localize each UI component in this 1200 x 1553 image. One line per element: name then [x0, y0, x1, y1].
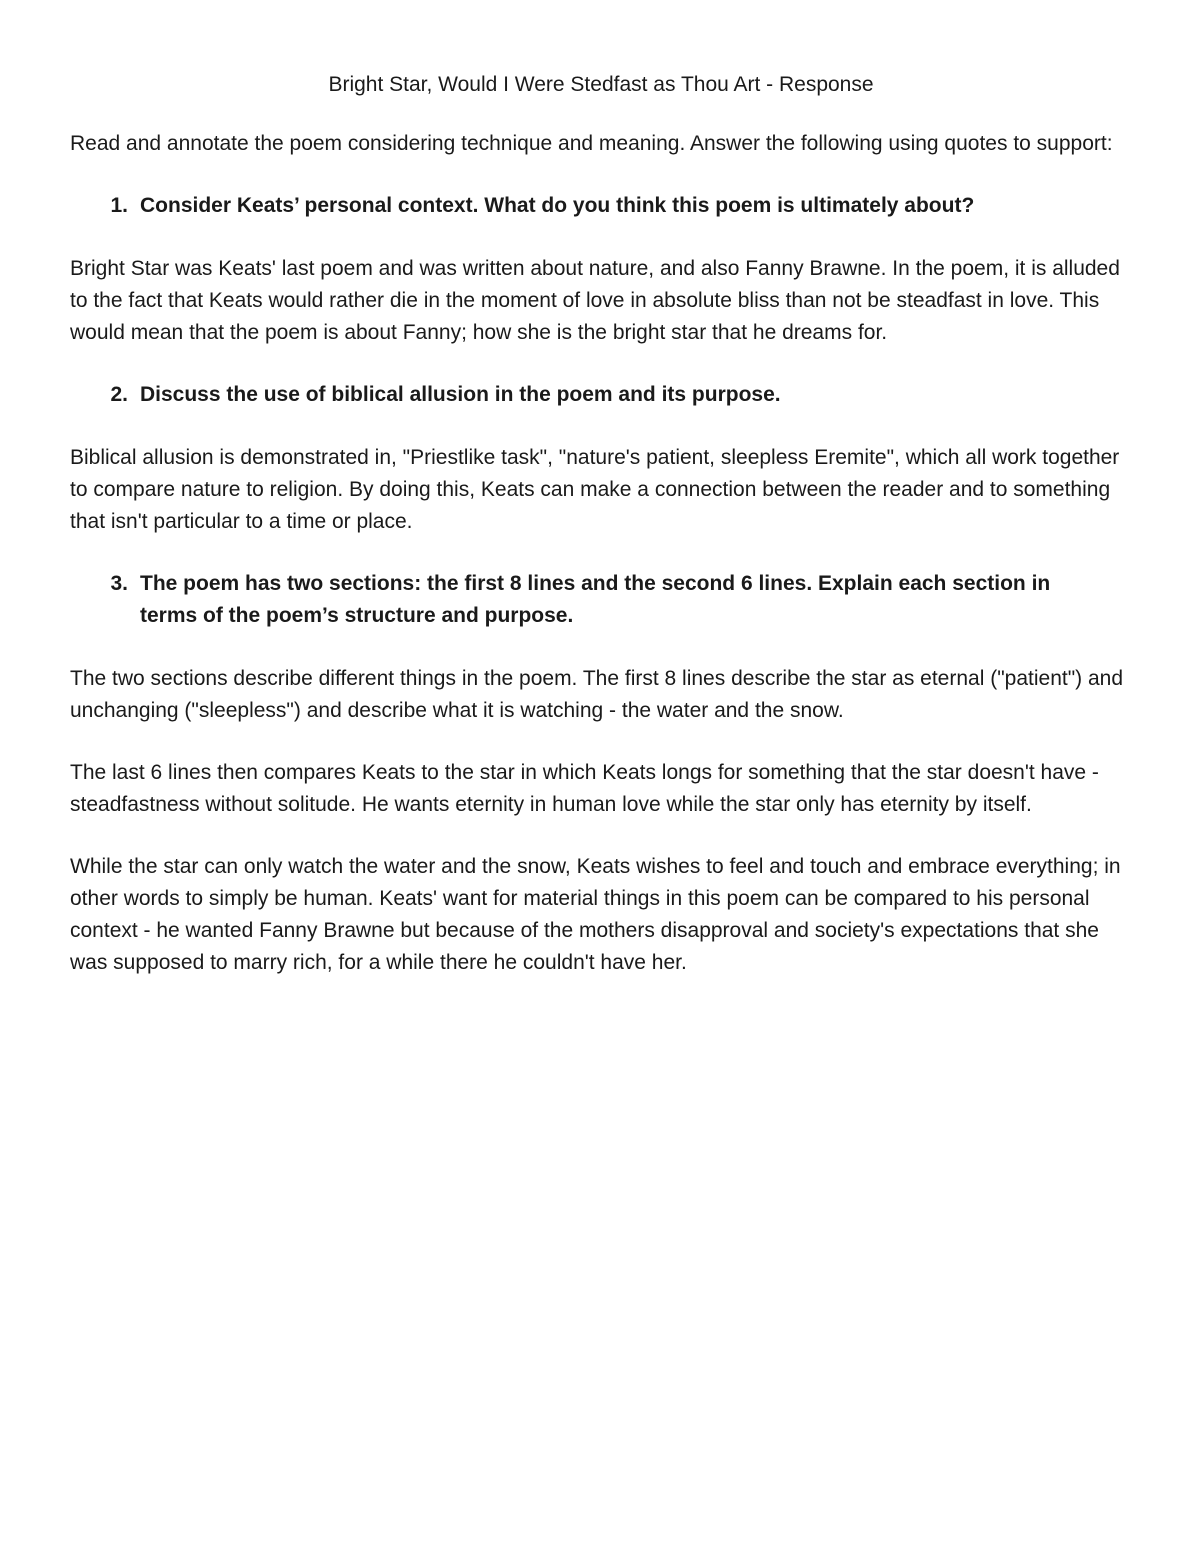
question-text: Consider Keats’ personal context. What do you think this poem is ultimately about?: [140, 194, 975, 217]
question-text: The poem has two sections: the first 8 lines and the second 6 lines. Explain each section in terms of the poem’s structure and purpose.: [140, 572, 1051, 627]
question-text: Discuss the use of biblical allusion in the poem and its purpose.: [140, 383, 781, 406]
answer-2-paragraph: Biblical allusion is demonstrated in, "Priestlike task", "nature's patient, sleepless Eremite", which all work together to compare nature to religion. By doing this, Keats can make a connection between the reader and to something that isn't particular to a time or place.: [70, 446, 1120, 533]
question-2: [70, 379, 1132, 411]
question-number: 1.: [110, 194, 128, 217]
question-3: [70, 568, 1132, 632]
document-body: [70, 68, 1132, 1009]
answer-3-paragraph-1: The two sections describe different things in the poem. The first 8 lines describe the star as eternal ("patient") and unchanging ("sleepless") and describe what it is watching - the water and the snow.: [70, 667, 1124, 722]
answer-3-paragraph-2: The last 6 lines then compares Keats to the star in which Keats longs for something that the star doesn't have - steadfastness without solitude. He wants eternity in human love while the star only has eternity by itself.: [70, 761, 1099, 816]
document-title: Bright Star, Would I Were Stedfast as Thou Art - Response: [328, 73, 874, 96]
answer-3-paragraph-3: While the star can only watch the water and the snow, Keats wishes to feel and touch and embrace everything; in other words to simply be human. Keats' want for material things in this poem can be compared to his personal context - he wanted Fanny Brawne but because of the mothers disapproval and society's expectations that she was supposed to marry rich, for a while there he couldn't have her.: [70, 855, 1121, 974]
answer-1-paragraph: Bright Star was Keats' last poem and was written about nature, and also Fanny Brawne. In the poem, it is alluded to the fact that Keats would rather die in the moment of love in absolute bliss than not be steadfast in love. This would mean that the poem is about Fanny; how she is the bright star that he dreams for.: [70, 257, 1120, 344]
question-number: 3.: [110, 572, 128, 595]
question-number: 2.: [110, 383, 128, 406]
question-1: [70, 190, 1132, 222]
instructions-paragraph: Read and annotate the poem considering technique and meaning. Answer the following using quotes to support:: [70, 132, 1113, 155]
